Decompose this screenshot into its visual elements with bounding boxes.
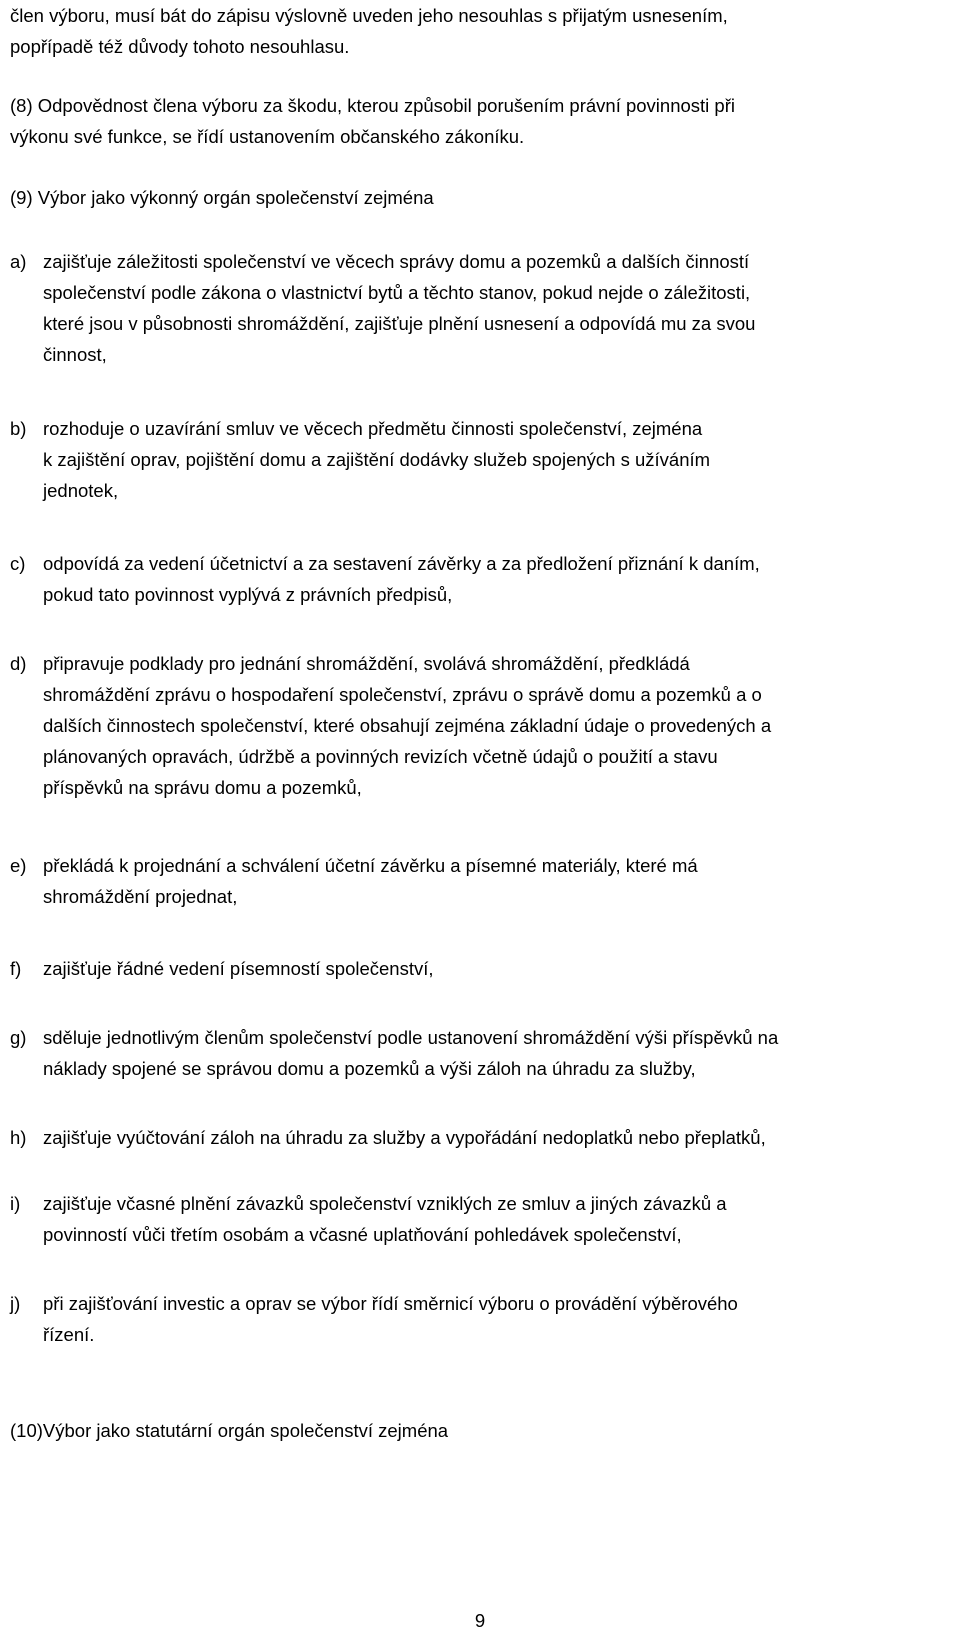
- paragraph-8-line-2: výkonu své funkce, se řídí ustanovením občanského zákoníku.: [10, 126, 525, 147]
- list-item-line: plánovaných opravách, údržbě a povinných revizích včetně údajů o použití a stavu: [43, 746, 718, 767]
- list-item-line: příspěvků na správu domu a pozemků,: [43, 777, 362, 798]
- list-item-text: [43, 953, 915, 984]
- list-item-line: sděluje jednotlivým členům společenství podle ustanovení shromáždění výši příspěvků na: [43, 1027, 779, 1048]
- paragraph-9: [10, 182, 915, 213]
- list-item-line: rozhoduje o uzavírání smluv ve věcech předmětu činnosti společenství, zejména: [43, 418, 703, 439]
- list-item-text: [43, 246, 915, 370]
- list-letter: h): [10, 1127, 27, 1148]
- list-item-text: [43, 1188, 915, 1250]
- list-letter: i): [10, 1193, 21, 1214]
- list-item-line: překládá k projednání a schválení účetní závěrku a písemné materiály, které má: [43, 855, 698, 876]
- list-letter: d): [10, 653, 27, 674]
- list-item-line: jednotek,: [43, 480, 119, 501]
- list-item-line: shromáždění zprávu o hospodaření společenství, zprávu o správě domu a pozemků a o: [43, 684, 762, 705]
- paragraph-10: [10, 1415, 915, 1446]
- list-item-line: při zajišťování investic a oprav se výbor řídí směrnicí výboru o provádění výběrového: [43, 1293, 738, 1314]
- list-item-line: dalších činnostech společenství, které obsahují zejména základní údaje o provedených a: [43, 715, 772, 736]
- list-item-line: odpovídá za vedení účetnictví a za sestavení závěrky a za předložení přiznání k daním,: [43, 553, 760, 574]
- paragraph-9-heading: (9) Výbor jako výkonný orgán společenství zejména: [10, 187, 434, 208]
- list-item-text: [43, 548, 915, 610]
- list-item-text: [43, 648, 915, 803]
- list-item-line: shromáždění projednat,: [43, 886, 238, 907]
- intro-paragraph: [10, 0, 915, 62]
- list-item-line: společenství podle zákona o vlastnictví bytů a těchto stanov, pokud nejde o záležitosti,: [43, 282, 751, 303]
- list-item-text: [43, 1122, 915, 1153]
- list-item-line: náklady spojené se správou domu a pozemků a výši záloh na úhradu za služby,: [43, 1058, 696, 1079]
- list-item-line: činnost,: [43, 344, 107, 365]
- list-item-line: pokud tato povinnost vyplývá z právních předpisů,: [43, 584, 453, 605]
- list-letter: c): [10, 553, 26, 574]
- list-letter: a): [10, 251, 27, 272]
- list-item-line: zajišťuje včasné plnění závazků společenství vzniklých ze smluv a jiných závazků a: [43, 1193, 727, 1214]
- list-item-text: [43, 850, 915, 912]
- page-number: 9: [474, 1610, 486, 1631]
- list-item-text: [43, 413, 915, 506]
- list-item-line: připravuje podklady pro jednání shromáždění, svolává shromáždění, předkládá: [43, 653, 690, 674]
- intro-line-2: popřípadě též důvody tohoto nesouhlasu.: [10, 36, 350, 57]
- list-item-line: řízení.: [43, 1324, 95, 1345]
- list-item-text: [43, 1288, 915, 1350]
- list-letter: j): [10, 1293, 21, 1314]
- list-item-text: [43, 1022, 915, 1084]
- list-item-line: zajišťuje záležitosti společenství ve věcech správy domu a pozemků a dalších činností: [43, 251, 750, 272]
- list-letter: f): [10, 958, 22, 979]
- paragraph-10-heading: (10)Výbor jako statutární orgán společenství zejména: [10, 1420, 449, 1441]
- paragraph-8: [10, 90, 915, 152]
- paragraph-8-line-1: (8) Odpovědnost člena výboru za škodu, kterou způsobil porušením právní povinnosti při: [10, 95, 735, 116]
- list-item-line: které jsou v působnosti shromáždění, zajišťuje plnění usnesení a odpovídá mu za svou: [43, 313, 756, 334]
- list-letter: g): [10, 1027, 27, 1048]
- list-letter: e): [10, 855, 27, 876]
- list-item-line: zajišťuje řádné vedení písemností společenství,: [43, 958, 434, 979]
- list-item-line: zajišťuje vyúčtování záloh na úhradu za služby a vypořádání nedoplatků nebo přeplatků,: [43, 1127, 766, 1148]
- list-letter: b): [10, 418, 27, 439]
- intro-line-1: člen výboru, musí bát do zápisu výslovně uveden jeho nesouhlas s přijatým usnesením,: [10, 5, 728, 26]
- list-item-line: povinností vůči třetím osobám a včasné uplatňování pohledávek společenství,: [43, 1224, 682, 1245]
- list-item-line: k zajištění oprav, pojištění domu a zajištění dodávky služeb spojených s užíváním: [43, 449, 711, 470]
